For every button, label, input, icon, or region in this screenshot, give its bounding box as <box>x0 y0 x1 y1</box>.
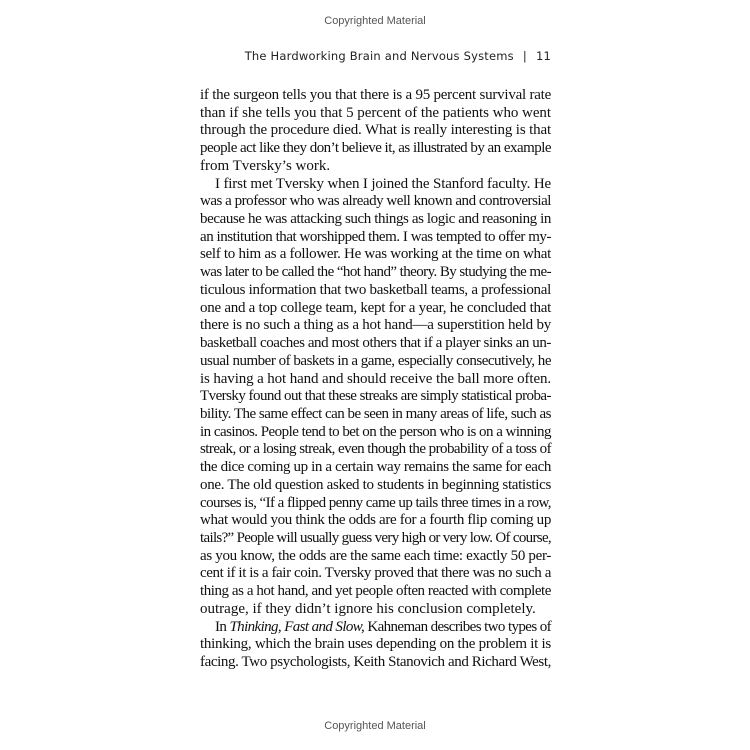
page-number: 11 <box>535 49 551 63</box>
text-line <box>200 158 551 176</box>
text-line-content: cent if it is a fair coin. Tversky proved that there was no such a <box>200 565 551 582</box>
text-line <box>200 530 551 548</box>
text-line-content: Tversky found out that these streaks are simply statistical proba- <box>200 388 551 405</box>
text-line <box>200 477 551 495</box>
text-line <box>200 441 551 459</box>
text-line-content: from Tversky’s work. <box>200 157 331 174</box>
text-line-content: through the procedure died. What is really interesting is that <box>200 122 551 139</box>
text-line-content: outrage, if they didn’t ignore his conclusion completely. <box>200 600 536 617</box>
text-line <box>200 495 551 513</box>
text-line <box>200 371 551 389</box>
text-line-content: basketball coaches and most others that if a player sinks an un- <box>200 335 551 352</box>
text-line <box>200 619 551 637</box>
text-line <box>200 211 551 229</box>
text-line <box>200 459 551 477</box>
text-line <box>200 548 551 566</box>
text-line <box>200 122 551 140</box>
copyright-watermark-top: Copyrighted Material <box>324 15 426 27</box>
text-line-content: there is no such a thing as a hot hand—a superstition held by <box>200 317 551 334</box>
book-title: Thinking, Fast and Slow, <box>229 618 365 635</box>
text-line <box>200 264 551 282</box>
text-line <box>200 583 551 601</box>
text-line-content: I first met Tversky when I joined the Stanford faculty. He <box>215 175 551 192</box>
text-line-content: because he was attacking such things as logic and reasoning in <box>200 211 551 228</box>
text-line <box>200 87 551 105</box>
text-line-content: was later to be called the “hot hand” theory. By studying the me- <box>200 264 551 281</box>
text-line <box>200 229 551 247</box>
copyright-watermark-bottom: Copyrighted Material <box>324 720 426 732</box>
text-line-content: if the surgeon tells you that there is a 95 percent survival rate <box>200 87 551 103</box>
text-line-content: people act like they don’t believe it, as illustrated by an example <box>200 140 551 157</box>
text-line <box>200 406 551 424</box>
text-line-content: one and a top college team, kept for a year, he concluded that <box>200 299 551 316</box>
text-line-content: facing. Two psychologists, Keith Stanovich and Richard West, <box>200 654 551 670</box>
text-line-content: streak, or a losing streak, even though the probability of a toss of <box>200 441 551 458</box>
text-line <box>200 193 551 211</box>
text-segment: In <box>215 618 230 635</box>
text-line <box>200 353 551 371</box>
text-line-content: one. The old question asked to students in beginning statistics <box>200 476 551 493</box>
text-line-content: is having a hot hand and should receive the ball more often. <box>200 370 551 387</box>
text-line-content: self to him as a follower. He was working at the time on what <box>200 246 551 263</box>
text-line <box>200 140 551 158</box>
text-line <box>200 565 551 583</box>
text-line-content: as you know, the odds are the same each time: exactly 50 per- <box>200 547 551 564</box>
separator: | <box>522 49 527 63</box>
text-line-content: courses is, “If a flipped penny came up tails three times in a row, <box>200 494 551 511</box>
text-line <box>200 105 551 123</box>
text-line <box>200 282 551 300</box>
text-line-content: thing as a hot hand, and yet people often reacted with complete <box>200 583 551 600</box>
body-text <box>200 87 551 672</box>
text-line-content: what would you think the odds are for a fourth flip coming up <box>200 512 551 529</box>
text-line <box>200 424 551 442</box>
text-line <box>200 388 551 406</box>
text-line-content: thinking, which the brain uses depending on the problem it is <box>200 636 551 653</box>
text-line <box>200 512 551 530</box>
text-line <box>200 636 551 654</box>
text-line <box>200 601 551 619</box>
text-line-content: an institution that worshipped them. I was tempted to offer my- <box>200 228 551 245</box>
running-head <box>245 49 551 63</box>
text-segment: Kahneman describes two types of <box>364 618 551 635</box>
text-line <box>200 246 551 264</box>
text-line-content: ticulous information that two basketball teams, a professional <box>200 281 551 298</box>
text-line-content: in casinos. People tend to bet on the person who is on a winning <box>200 423 551 440</box>
text-line-content <box>200 619 551 637</box>
text-line <box>200 335 551 353</box>
text-line-content: tails?” People will usually guess very high or very low. Of course, <box>200 529 551 546</box>
text-line <box>200 300 551 318</box>
text-line-content: was a professor who was already well known and controversial <box>200 193 551 210</box>
chapter-title: The Hardworking Brain and Nervous Systems <box>244 49 514 63</box>
text-line-content: usual number of baskets in a game, especially consecutively, he <box>200 352 551 369</box>
text-line <box>200 176 551 194</box>
text-line <box>200 317 551 335</box>
text-line <box>200 654 551 672</box>
text-line-content: bility. The same effect can be seen in many areas of life, such as <box>200 405 551 422</box>
text-line-content: the dice coming up in a certain way remains the same for each <box>200 459 551 476</box>
text-line-content: than if she tells you that 5 percent of the patients who went <box>200 104 551 121</box>
